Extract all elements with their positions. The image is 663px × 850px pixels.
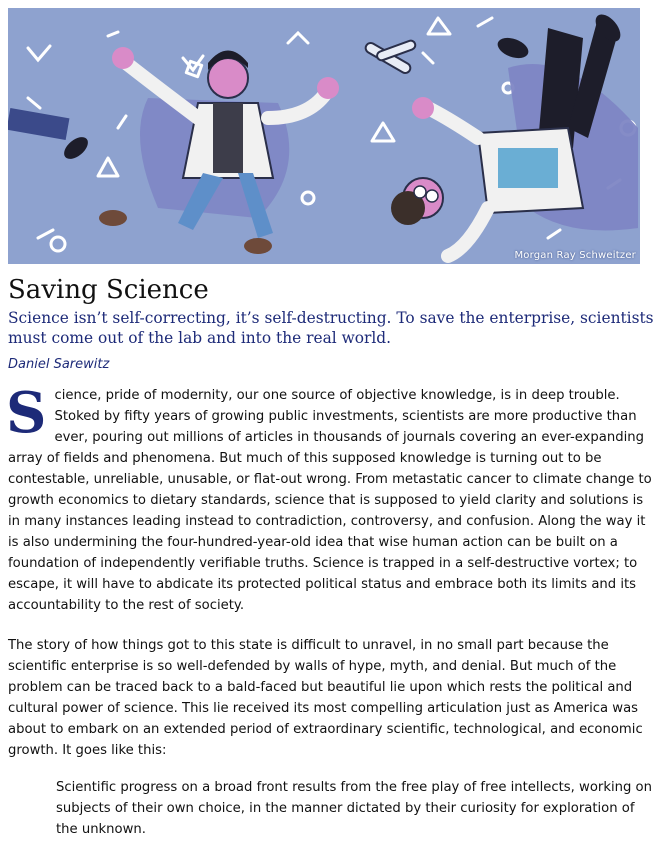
article-author[interactable]: Daniel Sarewitz bbox=[8, 357, 110, 372]
article-paragraph-1 bbox=[6, 380, 658, 616]
hero-illustration bbox=[8, 8, 640, 264]
article-title: Saving Science bbox=[8, 275, 209, 305]
floating-scientists-illustration bbox=[8, 8, 640, 264]
article-paragraph-2: The story of how things got to this state is difficult to unravel, in no small part because the scientific enterprise is so well-defended by walls of hype, myth, and denial. But much of the problem can be traced back to a bald-faced but beautiful lie upon which rests the political and cultural power of science. This lie received its most compelling articulation just as America was about to embark on an extended period of extraordinary scientific, technological, and economic growth. It goes like this: bbox=[8, 638, 643, 758]
image-credit: Morgan Ray Schweitzer bbox=[514, 250, 636, 261]
block-quote: Scientific progress on a broad front results from the free play of free intellects, working on subjects of their own choice, in the manner dictated by their curiosity for exploration of the unknown. bbox=[56, 780, 652, 837]
drop-cap: S bbox=[6, 380, 47, 446]
paragraph-1-text: cience, pride of modernity, our one source of objective knowledge, is in deep trouble. Stoked by fifty years of growing public investments, scientists are more productive than ever, pouring out millions of articles in thousands of journals covering an ever-expanding array of fields and phenomena. But much of this supposed knowledge is turning out to be contestable, unreliable, unusable, or flat-out wrong. From metastatic cancer to climate change to growth economics to dietary standards, science that is supposed to yield clarity and solutions is in many instances leading instead to contradiction, controversy, and confusion. Along the way it is also undermining the four-hundred-year-old idea that wise human action can be built on a foundation of independently verifiable truths. Science is trapped in a self-destructive vortex; to escape, it will have to abdicate its protected political status and embrace both its limits and its accountability to the rest of society. bbox=[8, 388, 652, 613]
article-subtitle: Science isn’t self-correcting, it’s self-destructing. To save the enterprise, scientists must come out of the lab and into the real world. bbox=[8, 309, 654, 347]
